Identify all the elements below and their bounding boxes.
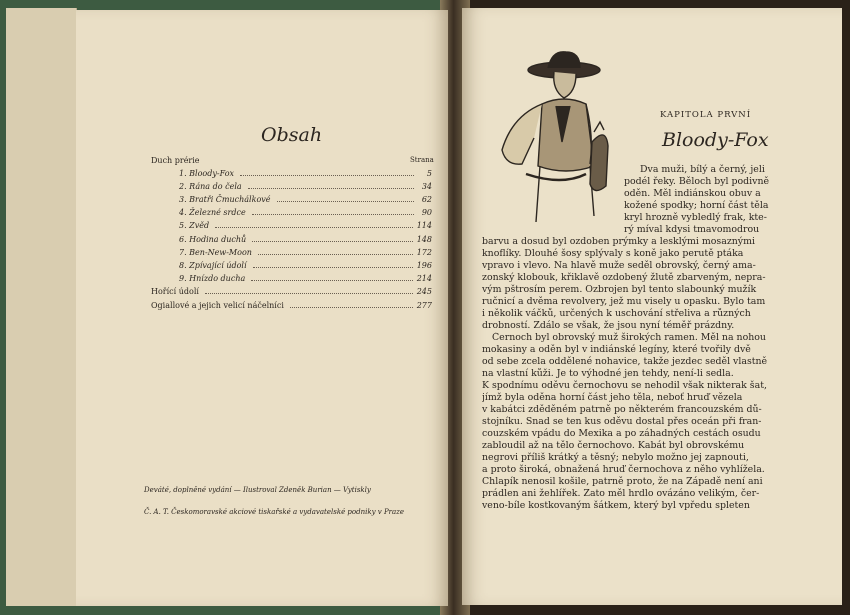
text-line: v kabátci zděděném patrně po některém francouzském dů- (482, 404, 762, 415)
text-line: veno-bíle kostkovaným šátkem, který byl vpředu spleten (482, 500, 750, 511)
endpaper-edge (6, 8, 77, 606)
toc-entry: 7. Ben-New-Moon 172 (179, 248, 432, 257)
toc-entry: 5. Zvěd 114 (179, 221, 432, 230)
text-line: mokasiny a oděn byl v indiánské legíny, které tvořily dvě (482, 344, 751, 355)
text-line: barvu a dosud byl ozdoben prýmky a lesklými mosaznými (482, 236, 755, 247)
right-page (462, 8, 842, 605)
text-line: na vlastní kůži. Je to výhodné jen tehdy, není-li sedla. (482, 368, 734, 379)
text-line: drobností. Zdálo se však, že jsou nyní téměř prázdny. (482, 320, 735, 331)
text-line: vým pštrosím perem. Ozbrojen byl tento slabounký mužík (482, 284, 757, 295)
text-line: oděn. Měl indiánskou obuv a (624, 188, 761, 199)
text-line: i několik váčků, určených k uschování střeliva a různých (482, 308, 751, 319)
imprint-line: Č. A. T. Českomoravské akciové tiskařské a vydavatelské podniky v Praze (144, 508, 405, 516)
toc-entry: 9. Hnízdo ducha 214 (179, 274, 432, 283)
cowboy-illustration (482, 46, 622, 226)
text-line: zabloudil až na tělo černochovo. Kabát byl obrovskému (482, 440, 745, 451)
text-line: negrovi příliš krátký a těsný; nebylo možno jej zapnouti, (482, 452, 749, 463)
toc-entry: Hořící údolí 245 (151, 287, 432, 296)
text-line: a proto široká, obnažená hruď černochova z něho vyhlížela. (482, 464, 765, 475)
toc-entry: 8. Zpívající údolí 196 (179, 261, 432, 270)
text-line: kryl hrozně vybledlý frak, kte- (624, 212, 767, 223)
text-line: zonský klobouk, křiklavě ozdobený žlutě zbarveným, nepra- (482, 272, 766, 283)
toc-section-head: Duch prérie (151, 156, 200, 165)
toc-entry: Ogiallové a jejich velicí náčelníci 277 (151, 301, 432, 310)
chapter-title: Bloody-Fox (662, 129, 769, 151)
text-line: Dva muži, bílý a černý, jeli (640, 164, 765, 175)
text-line: vpravo i vlevo. Na hlavě muže seděl obrovský, černý ama- (482, 260, 756, 271)
text-line: od sebe zcela oddělené nohavice, takže jezdec seděl vlastně (482, 356, 768, 367)
toc-page-column-label: Strana (410, 156, 434, 164)
toc-entry: 6. Hodina duchů 148 (179, 235, 432, 244)
text-line: rý míval kdysi tmavomodrou (624, 224, 760, 235)
toc-entry: 1. Bloody-Fox 5 (179, 169, 432, 178)
text-line: prádlen ani žehlířek. Zato měl hrdlo ovázáno velikým, čer- (482, 488, 760, 499)
toc-title: Obsah (261, 124, 323, 146)
text-line: Černoch byl obrovský muž širokých ramen. Měl na nohou (492, 332, 766, 343)
text-line: K spodnímu oděvu černochovu se nehodil však nikterak šat, (482, 380, 767, 391)
text-line: couzském vpádu do Mexika a po záhadných cestách osudu (482, 428, 761, 439)
text-line: Chlapík nenosil košile, patrně proto, že na Západě není ani (482, 476, 763, 487)
text-line: ručnicí a dvěma revolvery, jež mu visely u opasku. Bylo tam (482, 296, 766, 307)
imprint-line: Deváté, doplněné vydání — Ilustroval Zdeněk Burian — Vytiskly (144, 486, 371, 494)
text-line: jímž byla oděna horní část jeho těla, neboť hruď vězela (482, 392, 743, 403)
toc-entry: 2. Rána do čela 34 (179, 182, 432, 191)
toc-entry: 3. Bratři Čmuchálkové 62 (179, 195, 432, 204)
text-line: knoflíky. Dlouhé šosy splývaly s koně jako perutě ptáka (482, 248, 744, 259)
text-line: podél řeky. Běloch byl podivně (624, 176, 770, 187)
text-line: kožené spodky; horní část těla (624, 200, 769, 211)
toc-entry: 4. Železné srdce 90 (179, 208, 432, 217)
chapter-label: KAPITOLA PRVNÍ (660, 110, 752, 120)
left-page (76, 10, 448, 606)
text-line: stojníku. Snad se ten kus oděvu dostal přes oceán při fran- (482, 416, 762, 427)
